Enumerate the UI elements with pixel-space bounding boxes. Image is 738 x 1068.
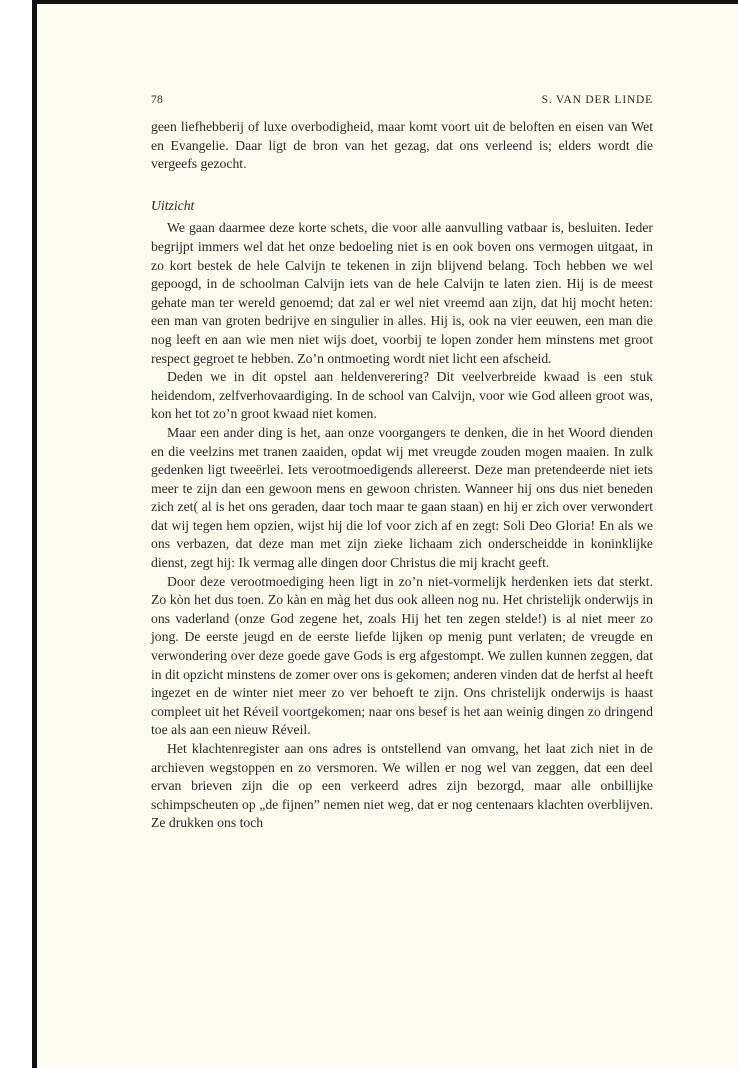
- running-head-author: S. VAN DER LINDE: [541, 94, 653, 106]
- paragraph: Maar een ander ding is het, aan onze voorgangers te denken, die in het Woord dienden en die veelzins met tranen zaaiden, opdat wij met vreugde zouden mogen maaien. In zulk gedenken ligt tweeërlei. Iets verootmoedigends allereerst. Deze man pretendeerde niet iets meer te zijn dan een gewoon mens en gewoon christen. Wanneer hij ons dus niet beneden zich zet( al is het ons geraden, daar toch maar te gaan staan) en hij er zich over verwondert dat wij tegen hem opzien, wijst hij die lof voor zich af en zegt: Soli Deo Gloria! En als we ons verbazen, dat deze man met zijn zieke lichaam zich onderscheidde in koninklijke dienst, zegt hij: Ik vermag alle dingen door Christus die mij kracht geeft.: [151, 424, 653, 571]
- paragraph: Deden we in dit opstel aan heldenverering? Dit veelverbreide kwaad is een stuk heidendom, zelfverhovaardiging. In de school van Calvijn, voor wie God alleen groot was, kon het tot zo’n groot kwaad niet komen.: [151, 369, 653, 422]
- paragraph: Door deze verootmoediging heen ligt in zo’n niet-vormelijk herdenken iets dat sterkt. Zo kòn het dus toen. Zo kàn en màg het dus ook alleen nog nu. Het christelijk onderwijs in ons vaderland (onze God zegene het, zoals Hij het ten zegen stelde!) is al niet meer zo jong. De eerste jeugd en de eerste liefde lijken op menig punt verlaten; de vreugde en verwondering over deze goede gave Gods is erg afgestompt. We zullen kunnen zeggen, dat in dit opzicht minstens de zomer over ons is gekomen; anderen vinden dat de herfst al heeft ingezet en de winter niet meer zo ver behoeft te zijn. Ons christelijk onderwijs is haast compleet uit het Réveil voortgekomen; naar ons besef is het aan weinig dingen zo dringend toe als aan een nieuw Réveil.: [151, 573, 653, 738]
- page-body: [151, 118, 653, 833]
- paragraph-continued: geen liefhebberij of luxe overbodigheid, maar komt voort uit de beloften en eisen van Wet en Evangelie. Daar ligt de bron van het gezag, dat ons verleend is; elders wordt die vergeefs gezocht.: [151, 119, 653, 172]
- paragraph: Het klachtenregister aan ons adres is ontstellend van omvang, het laat zich niet in de archieven wegstoppen en zo versmoren. We willen er nog wel van zeggen, dat een deel ervan brieven zijn die op een verkeerd adres zijn bezorgd, maar alle onbillijke schimpscheuten op „de fijnen” nemen niet weg, dat er nog centenaars klachten overblijven. Ze drukken ons toch: [151, 741, 653, 831]
- running-header: [151, 94, 653, 110]
- page-number: 78: [151, 94, 164, 106]
- section-heading: Uitzicht: [151, 197, 195, 213]
- paragraph: We gaan daarmee deze korte schets, die voor alle aanvulling vatbaar is, besluiten. Ieder begrijpt immers wel dat het onze bedoeling niet is en ook boven ons vermogen uitgaat, in zo kort bestek de hele Calvijn te tekenen in zijn blijvend belang. Toch hebben we wel gepoogd, in de schoolman Calvijn iets van de hele Calvijn te laten zien. Hij is de meest gehate man ter wereld genoemd; dat zal er wel niet vreemd aan zijn, dat hij mocht heten: een man van groten bedrijve en singulier in alles. Hij is, ook na vier eeuwen, een man die nog leeft en aan wie men niet wijs doet, voorbij te lopen zonder hem minstens met groot respect gegroet te hebben. Zo’n ontmoeting wordt niet licht een afscheid.: [151, 220, 653, 366]
